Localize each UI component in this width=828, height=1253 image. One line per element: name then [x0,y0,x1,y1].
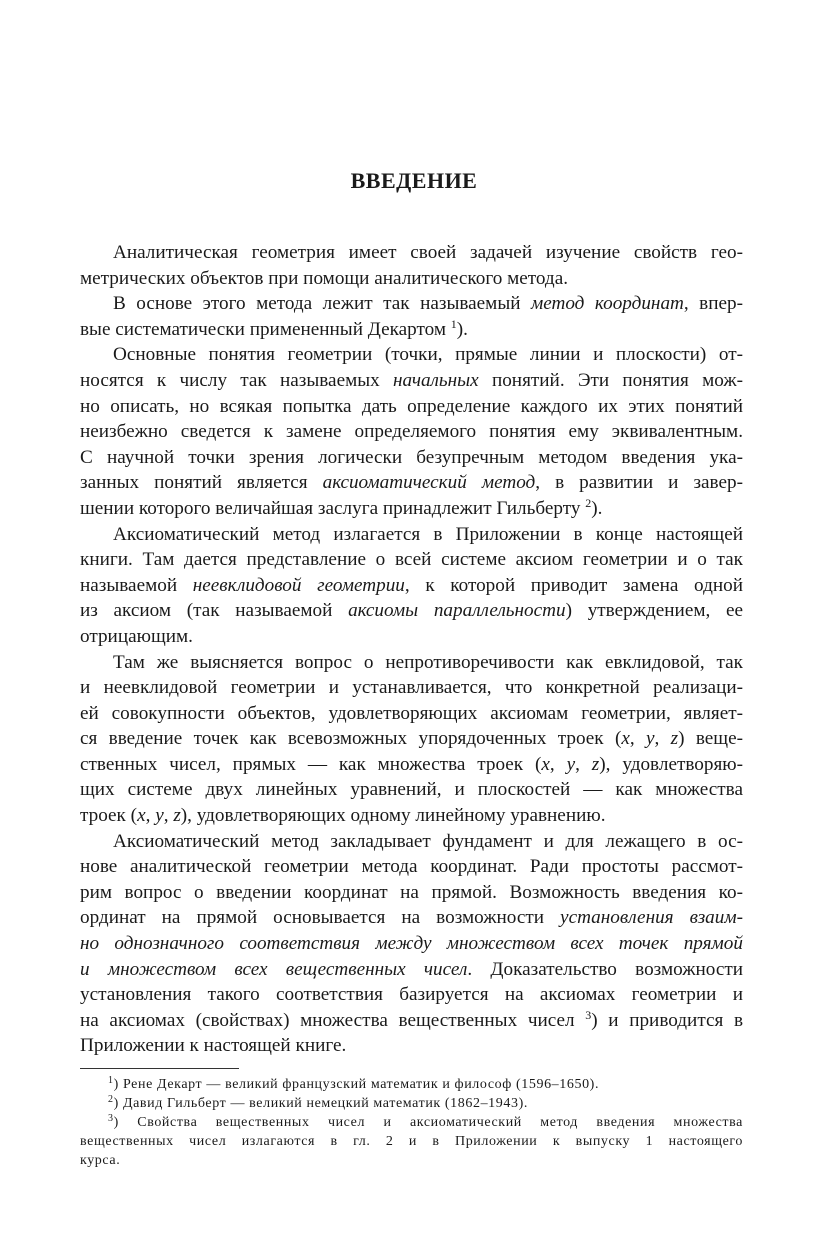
text-line: Там же выясняется вопрос о непротиворечивости как евклидовой, так [113,651,743,673]
text-line: неизбежно сведется к замене определяемого понятия ему эквивалентным. [80,421,743,443]
footnote-1: $^1$) Рене Декарт — великий французский математик и философ (1596–1650). [108,1075,600,1092]
text-line: и множеством всех вещественных чисел. Доказательство возможности [80,958,743,980]
text-line: занных понятий является аксиоматический метод, в развитии и завер- [80,472,743,494]
math-var: z [591,753,600,775]
math-var: x [621,728,630,750]
text-line: Аналитическая геометрия имеет своей задачей изучение свойств гео- [113,242,743,263]
text-line: ей совокупности объектов, удовлетворяющих аксиомам геометрии, являет- [80,702,743,724]
italic-term: метод координат [530,293,684,315]
chapter-title: ВВЕДЕНИЕ [350,168,478,193]
math-var: x [137,805,146,827]
text-line: установления такого соответствия базируется на аксиомах геометрии и [80,984,743,1006]
text-line: ся введение точек как всевозможных упорядоченных троек (x, y, z) веще- [80,728,743,750]
text-line: Приложении к настоящей книге. [80,1035,347,1057]
math-var: y [566,753,576,775]
text-line: нове аналитической геометрии метода координат. Ради простоты рассмот- [80,856,743,878]
text-line: называемой неевклидовой геометрии, к которой приводит замена одной [80,574,743,596]
text-line: на аксиомах (свойствах) множества вещественных чисел $^3$) и приводится в [80,1007,743,1031]
text-line: троек (x, y, z), удовлетворяющих одному линейному уравнению. [80,805,606,827]
text-line: но описать, но всякая попытка дать определение каждого их этих понятий [80,395,743,417]
text-line: рим вопрос о введении координат на прямой. Возможность введения ко- [80,881,743,903]
text-line: отрицающим. [80,625,193,647]
footnote-divider [80,1068,239,1069]
text-line: В основе этого метода лежит так называемый метод координат, впер- [113,293,743,315]
math-var: y [155,805,164,827]
footnote-3-line-3: курса. [80,1153,121,1168]
text-line: ординат на прямой основывается на возможности установления взаим- [80,907,743,929]
body-text [80,240,743,1059]
text-line: шении которого величайшая заслуга принадлежит Гильберту $^2$). [80,495,603,519]
math-var: y [646,728,655,750]
text-line: вые систематически примененный Декартом $^1$). [80,316,468,340]
text-line [80,931,743,957]
italic-term: неевклидовой геометрии [192,574,405,596]
italic-term: аксиоматический метод [322,472,536,494]
text-line: и неевклидовой геометрии и устанавливается, что конкретной реализаци- [80,677,743,699]
text-line: Основные понятия геометрии (точки, прямые линии и плоскости) от- [113,344,743,366]
text-line: С научной точки зрения логически безупречным методом введения ука- [80,446,743,468]
text-line: Аксиоматический метод закладывает фундамент и для лежащего в ос- [113,830,743,852]
text-line: метрических объектов при помощи аналитического метода. [80,267,569,289]
text-line: ственных чисел, прямых — как множества троек (x, y, z), удовлетворяю- [80,753,743,775]
text-line: Аксиоматический метод излагается в Приложении в конце настоящей [113,523,743,545]
italic-term: но однозначного соответствия между множеством всех точек прямой [80,933,743,955]
footnote-ref-1: 1 [450,316,457,331]
math-var: z [173,805,181,827]
italic-term: установления взаим- [560,907,743,929]
math-var: x [541,753,550,775]
text-line: книги. Там дается представление о всей системе аксиом геометрии и о так [80,549,743,571]
math-var: z [670,728,679,750]
text-line: носятся к числу так называемых начальных понятий. Эти понятия мож- [80,369,743,391]
footnote-ref-2: 2 [585,495,592,510]
footnote-3-line-2: вещественных чисел излагаются в гл. 2 и в Приложении к выпуску 1 настоящего [80,1134,743,1149]
italic-term: начальных [392,369,479,391]
footnotes [80,1075,743,1170]
italic-term: и множеством всех вещественных чисел [80,958,468,980]
footnote-ref-3: 3 [585,1007,592,1022]
text-line: из аксиом (так называемой аксиомы параллельности) утверждением, ее [80,600,743,622]
footnote-3: $^3$) Свойства вещественных чисел и аксиоматический метод введения множества [108,1113,743,1130]
text-line: щих системе двух линейных уравнений, и плоскостей — как множества [80,779,743,801]
italic-term: аксиомы параллельности [348,600,566,622]
footnote-2: $^2$) Давид Гильберт — великий немецкий математик (1862–1943). [108,1094,528,1111]
